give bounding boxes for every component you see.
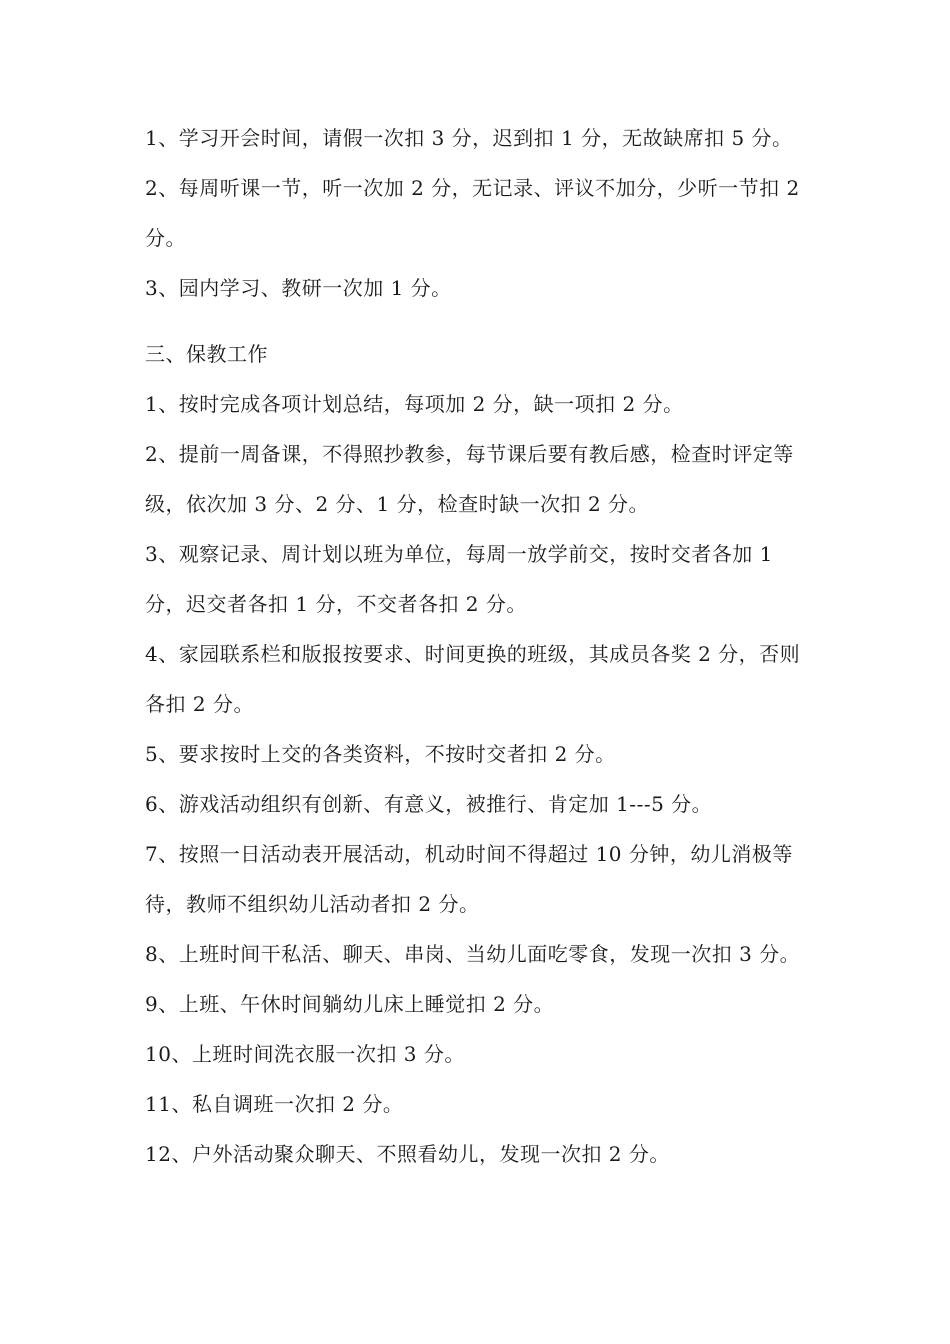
- rule-item: 3、观察记录、周计划以班为单位，每周一放学前交，按时交者各加 1 分，迟交者各扣 1 分，不交者各扣 2 分。: [145, 542, 773, 616]
- section-heading: 三、保教工作: [145, 342, 268, 366]
- rule-item: 5、要求按时上交的各类资料，不按时交者扣 2 分。: [145, 742, 616, 766]
- rule-item: 9、上班、午休时间躺幼儿床上睡觉扣 2 分。: [145, 992, 555, 1016]
- rule-item: 1、按时完成各项计划总结，每项加 2 分，缺一项扣 2 分。: [145, 392, 684, 416]
- rule-item: 2、提前一周备课，不得照抄教参，每节课后要有教后感，检查时评定等级，依次加 3 分、2 分、1 分，检查时缺一次扣 2 分。: [145, 442, 794, 516]
- document-body: [145, 113, 815, 1179]
- rule-item: 11、私自调班一次扣 2 分。: [145, 1092, 404, 1116]
- rule-item: 2、每周听课一节，听一次加 2 分，无记录、评议不加分，少听一节扣 2 分。: [145, 176, 800, 250]
- rule-item: 4、家园联系栏和版报按要求、时间更换的班级，其成员各奖 2 分，否则各扣 2 分。: [145, 642, 801, 716]
- rule-item: 1、学习开会时间，请假一次扣 3 分，迟到扣 1 分，无故缺席扣 5 分。: [145, 126, 793, 150]
- rule-item: 6、游戏活动组织有创新、有意义，被推行、肯定加 1---5 分。: [145, 792, 713, 816]
- rule-item: 7、按照一日活动表开展活动，机动时间不得超过 10 分钟，幼儿消极等待，教师不组织幼儿活动者扣 2 分。: [145, 842, 793, 916]
- rule-item: 3、园内学习、教研一次加 1 分。: [145, 276, 452, 300]
- rule-item: 10、上班时间洗衣服一次扣 3 分。: [145, 1042, 465, 1066]
- rule-item: 8、上班时间干私活、聊天、串岗、当幼儿面吃零食，发现一次扣 3 分。: [145, 942, 801, 966]
- rule-item: 12、户外活动聚众聊天、不照看幼儿，发现一次扣 2 分。: [145, 1142, 670, 1166]
